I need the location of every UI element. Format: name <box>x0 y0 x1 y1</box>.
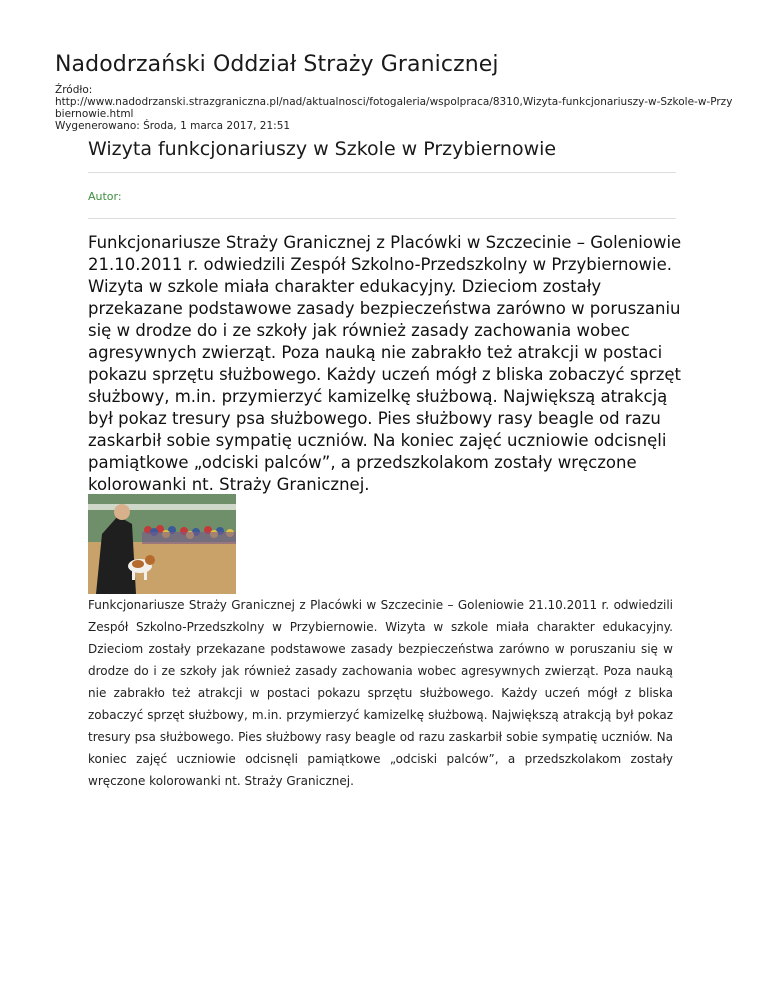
author-label: Autor: <box>88 190 122 203</box>
divider-bottom <box>88 218 676 219</box>
source-url[interactable]: http://www.nadodrzanski.strazgraniczna.pl/nad/aktualnosci/fotogaleria/wspolpraca/8310,Wizyta-funkcjonariuszy-w-Szkole-w-Przybiernowie.html <box>55 96 733 120</box>
article-photo[interactable] <box>88 494 236 594</box>
photo-caption: Funkcjonariusze Straży Granicznej z Placówki w Szczecinie – Goleniowie 21.10.2011 r. odwiedzili Zespół Szkolno-Przedszkolny w Przybiernowie. Wizyta w szkole miała charakter edukacyjny. Dzieciom zostały przekazane podstawowe zasady bezpieczeństwa zarówno w poruszaniu się w drodze do i ze szkoły jak również zasady zachowania wobec agresywnych zwierząt. Poza nauką nie zabrakło też atrakcji w postaci pokazu sprzętu służbowego. Każdy uczeń mógł z bliska zobaczyć sprzęt służbowy, m.in. przymierzyć kamizelkę służbową. Największą atrakcją był pokaz tresury psa służbowego. Pies służbowy rasy beagle od razu zaskarbił sobie sympatię uczniów. Na koniec zajęć uczniowie odcisnęli pamiątkowe „odciski palców”, a przedszkolakom zostały wręczone kolorowanki nt. Straży Granicznej. <box>88 598 673 788</box>
site-title: Nadodrzański Oddział Straży Granicznej <box>55 52 499 77</box>
source-label: Źródło: <box>55 84 93 96</box>
article-title: Wizyta funkcjonariuszy w Szkole w Przybiernowie <box>88 138 557 160</box>
source-meta <box>55 84 735 132</box>
photo-illustration <box>88 494 236 594</box>
generated-date: Wygenerowano: Środa, 1 marca 2017, 21:51 <box>55 120 291 132</box>
divider-top <box>88 172 676 173</box>
article-lead: Funkcjonariusze Straży Granicznej z Placówki w Szczecinie – Goleniowie 21.10.2011 r. odwiedzili Zespół Szkolno-Przedszkolny w Przybiernowie. Wizyta w szkole miała charakter edukacyjny. Dzieciom zostały przekazane podstawowe zasady bezpieczeństwa zarówno w poruszaniu się w drodze do i ze szkoły jak również zasady zachowania wobec agresywnych zwierząt. Poza nauką nie zabrakło też atrakcji w postaci pokazu sprzętu służbowego. Każdy uczeń mógł z bliska zobaczyć sprzęt służbowy, m.in. przymierzyć kamizelkę służbową. Największą atrakcją był pokaz tresury psa służbowego. Pies służbowy rasy beagle od razu zaskarbił sobie sympatię uczniów. Na koniec zajęć uczniowie odcisnęli pamiątkowe „odciski palców”, a przedszkolakom zostały wręczone kolorowanki nt. Straży Granicznej. <box>88 233 682 494</box>
